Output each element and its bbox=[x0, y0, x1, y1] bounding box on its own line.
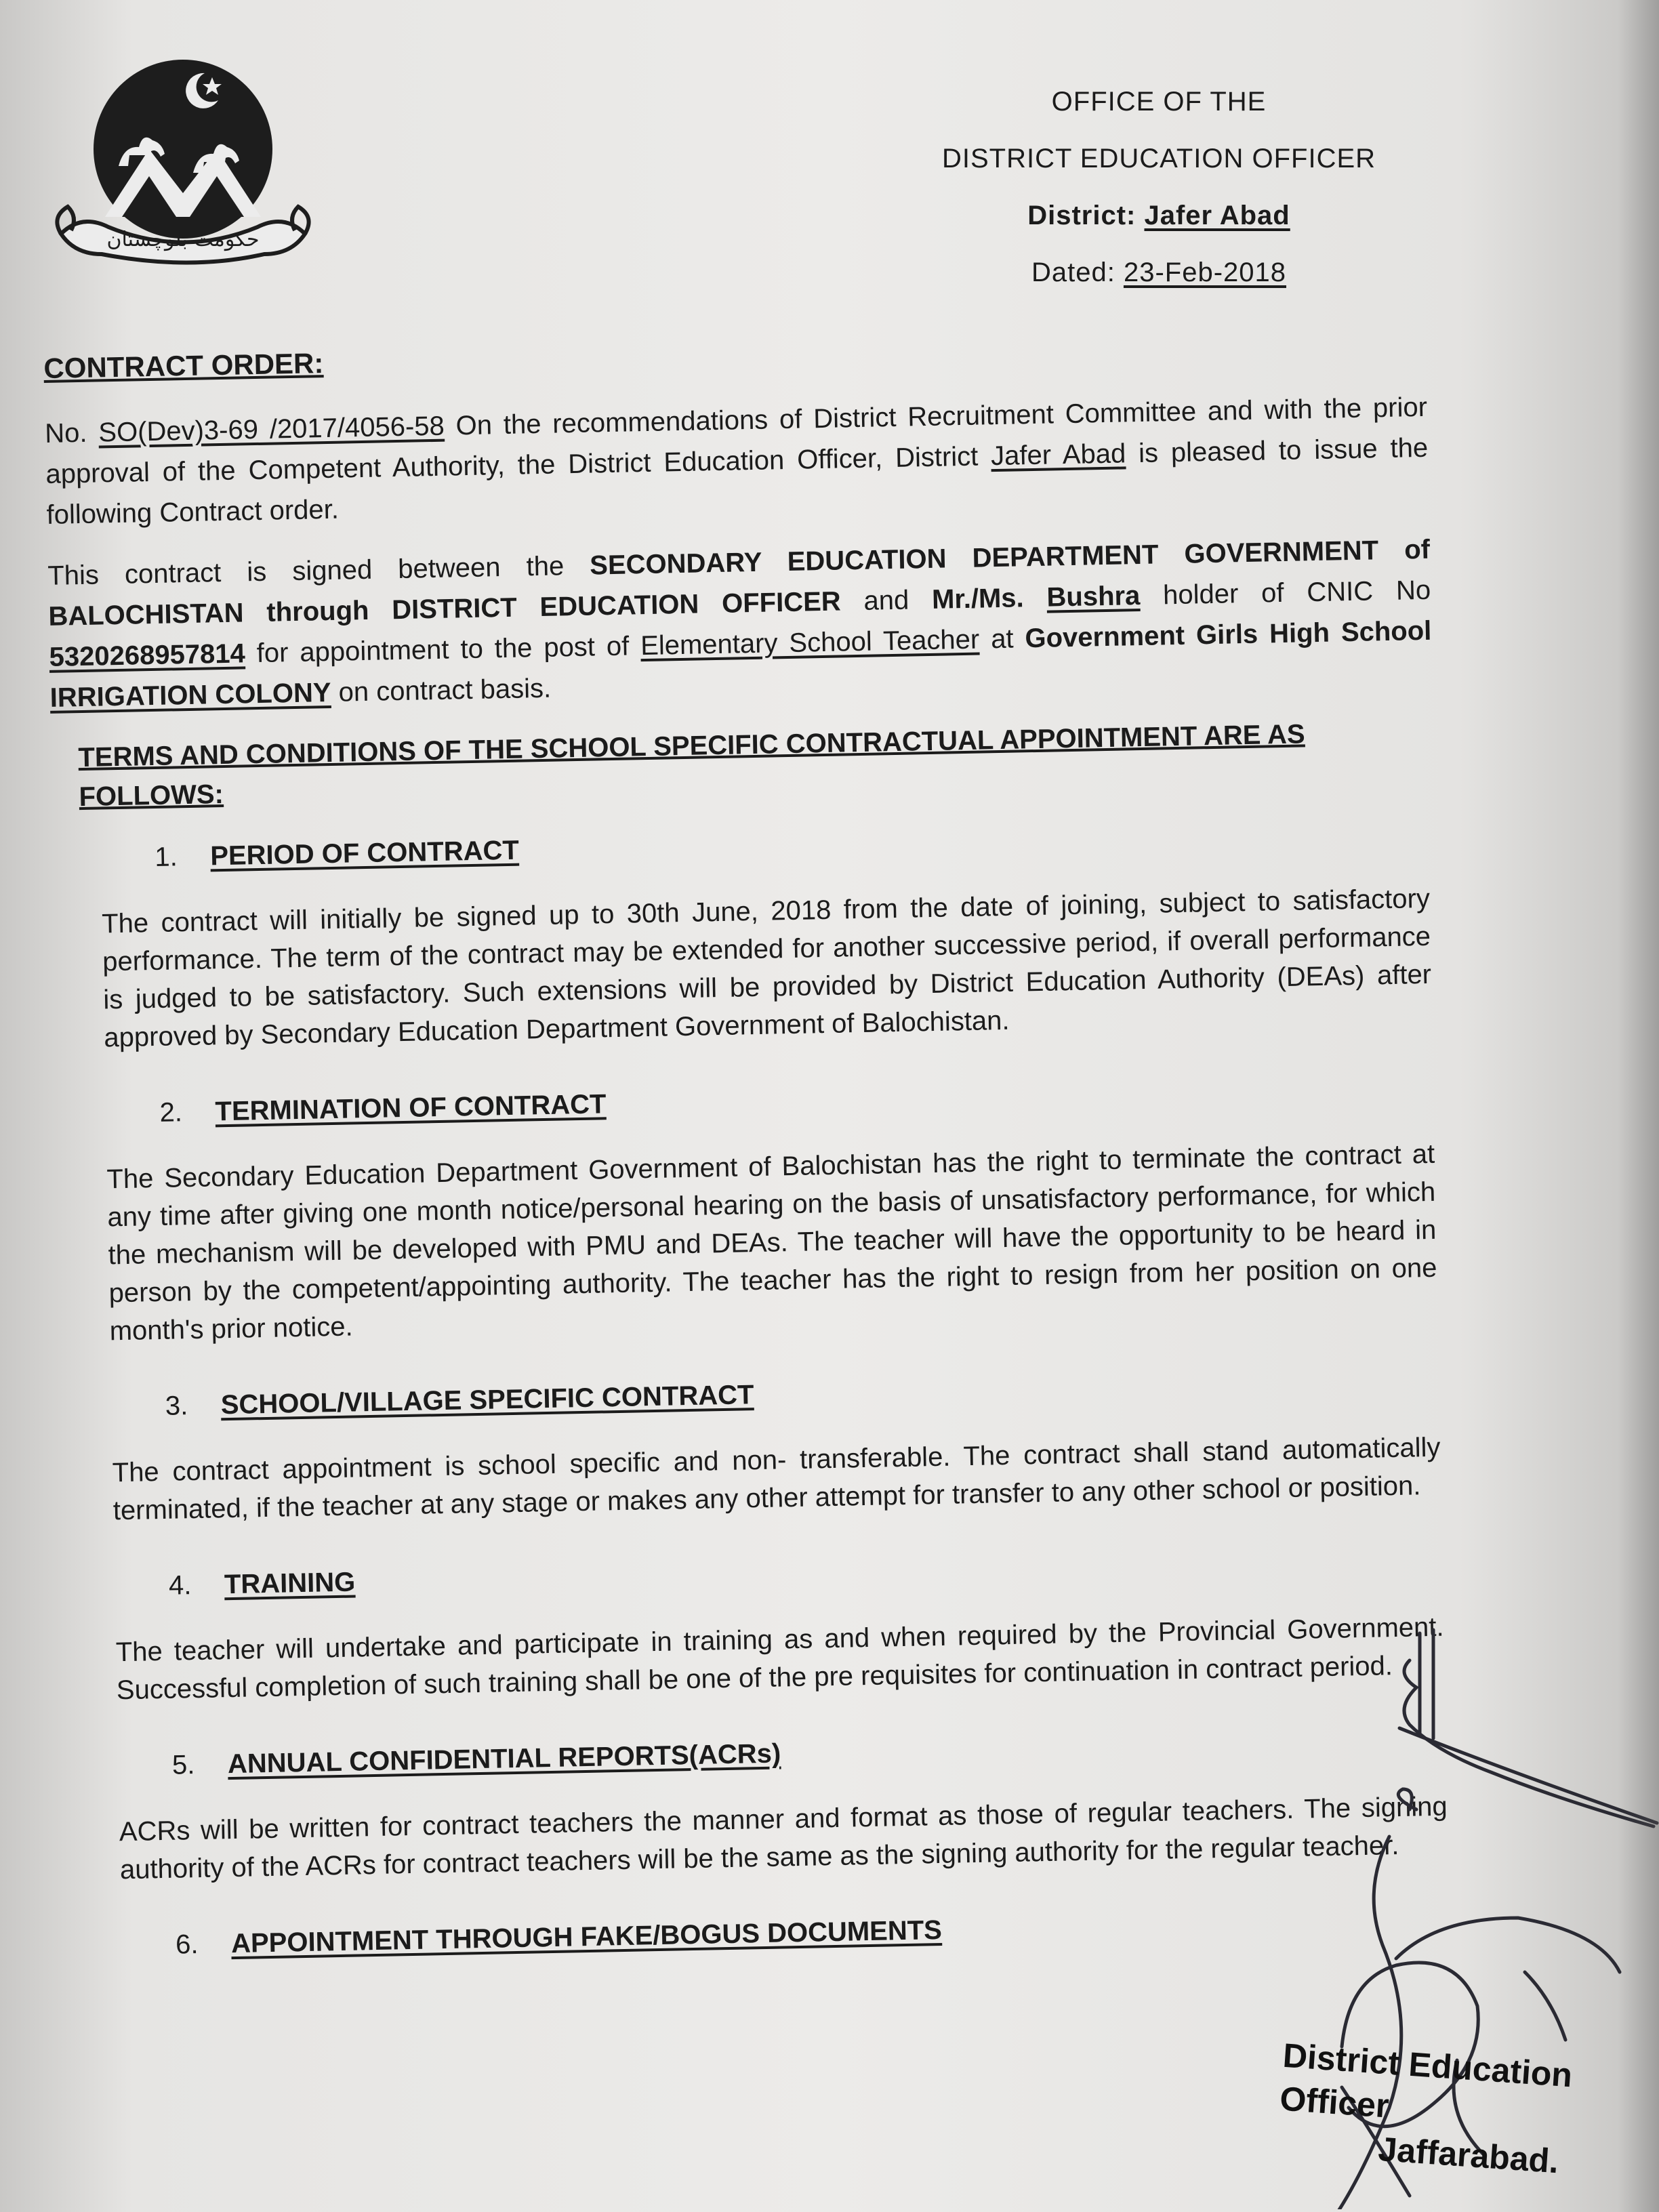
office-line-1: OFFICE OF THE bbox=[1051, 87, 1267, 117]
section-5 bbox=[70, 1725, 1456, 1889]
dated-value: 23-Feb-2018 bbox=[1123, 258, 1286, 287]
section-heading: 4. TRAINING bbox=[168, 1567, 356, 1601]
emblem-text: حکومت بلوچستان bbox=[106, 228, 260, 251]
intro-paragraph: No. SO(Dev)3-69 /2017/4056-58 On the recommendations of District Recruitment Committee and with the prior approval of the Competent Authority, the District Education Officer, District Jafer Abad is pleased to issue the following Contract order. bbox=[44, 392, 1429, 530]
teacher-name: Bushra bbox=[1046, 581, 1141, 613]
contract-order-title: CONTRACT ORDER: bbox=[43, 347, 324, 384]
order-number: SO(Dev)3-69 /2017/4056-58 bbox=[98, 411, 445, 448]
section-heading: 2. TERMINATION OF CONTRACT bbox=[159, 1089, 607, 1128]
dated-line: Dated: 23-Feb-2018 bbox=[1031, 258, 1286, 287]
government-emblem-logo bbox=[47, 47, 319, 278]
section-body: The contract will initially be signed up to 30th June, 2018 from the date of joining, subject to satisfactory performance. The term of the contract may be extended for another successive period, if overall performance is judged to be satisfactory. Such extensions will be provided by District Education Authority (DEAs) after approved by Secondary Education Department Government of Balochistan. bbox=[101, 883, 1432, 1053]
stamp-line-2: Jaffarabad. bbox=[1376, 2129, 1560, 2181]
section-heading: 5. ANNUAL CONFIDENTIAL REPORTS(ACRs) bbox=[171, 1738, 781, 1780]
page-edge-shadow bbox=[1618, 0, 1659, 2212]
contract-paragraph: This contract is signed between the SECONDARY EDUCATION DEPARTMENT GOVERNMENT of BALOCHISTAN through DISTRICT EDUCATION OFFICER and Mr./Ms. Bushra holder of CNIC No 5320268957814 for appointment to the post of Elementary School Teacher at Government Girls High School IRRIGATION COLONY on contract basis. bbox=[47, 534, 1432, 713]
section-2 bbox=[58, 1073, 1445, 1351]
section-body: ACRs will be written for contract teachers the manner and format as those of regular teachers. The signing authority of the ACRs for contract teachers will be the same as the signing authority for the regular teacher. bbox=[119, 1791, 1448, 1885]
district-value: Jafer Abad bbox=[1144, 201, 1290, 230]
post-name: Elementary School Teacher bbox=[640, 624, 980, 661]
section-heading: 3. SCHOOL/VILLAGE SPECIFIC CONTRACT bbox=[165, 1380, 754, 1421]
section-4 bbox=[67, 1547, 1452, 1711]
stamp-line-1: District Education Officer bbox=[1278, 2036, 1574, 2125]
cnic-number: 5320268957814 bbox=[49, 638, 246, 672]
section-body: The Secondary Education Department Government of Balochistan has the right to terminate the contract at any time after giving one month notice/personal hearing on the basis of unsatisfactory performance, for which the mechanism will be developed with PMU and DEAs. The teacher will have the opportunity to be heard in person by the competent/appointing authority. The teacher has the right to resign from her position on one month's prior notice. bbox=[106, 1139, 1437, 1347]
district-line: District: Jafer Abad bbox=[1027, 201, 1290, 230]
section-heading: 1. PERIOD OF CONTRACT bbox=[154, 835, 520, 872]
terms-title: TERMS AND CONDITIONS OF THE SCHOOL SPECIFIC CONTRACTUAL APPOINTMENT ARE AS FOLLOWS: bbox=[78, 719, 1306, 813]
section-body: The teacher will undertake and participate in training as and when required by the Provincial Government. Successful completion of such training shall be one of the pre requisites for continuation in contract period. bbox=[115, 1612, 1444, 1706]
officer-stamp bbox=[1275, 2034, 1659, 2190]
section-1 bbox=[53, 818, 1439, 1058]
section-3 bbox=[63, 1367, 1448, 1531]
office-line-2: DISTRICT EDUCATION OFFICER bbox=[941, 144, 1376, 173]
section-heading: 6. APPOINTMENT THROUGH FAKE/BOGUS DOCUMENTS bbox=[175, 1914, 943, 1960]
document-body bbox=[43, 326, 1457, 1994]
section-body: The contract appointment is school specific and non- transferable. The contract shall stand automatically terminated, if the teacher at any stage or makes any other attempt for transfer to any other school or position. bbox=[112, 1432, 1441, 1526]
office-header bbox=[901, 73, 1416, 301]
section-6 bbox=[74, 1905, 1456, 1962]
school-name: IRRIGATION COLONY bbox=[49, 677, 331, 713]
